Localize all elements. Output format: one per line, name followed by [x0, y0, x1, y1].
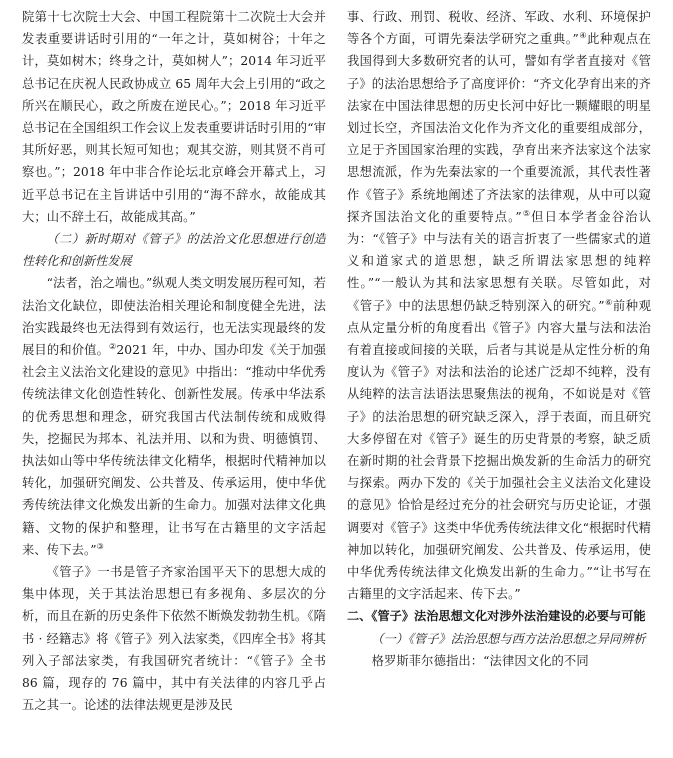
footnote-ref-6[interactable]: ⑥ — [604, 297, 613, 307]
left-column — [22, 6, 326, 758]
left-paragraph-2 — [22, 272, 326, 561]
right-paragraph-1 — [347, 6, 651, 605]
left-paragraph-3-text: 2021 年，中办、国办印发《关于加强社会主义法治文化建设的意见》中指出：“推动中华优秀传统法律文化创造性转化、创新性发展。传承中华法系的优秀思想和理念，研究我国古代法制传统和成败得失，挖掘民为邦本、礼法并用、以和为贵、明德慎罚、执法如山等中华传统法律文化精华，根据时代精神加以转化，加强研究阐发、公共普及、传承运用，使中华优秀传统法律文化焕发出新的生命力。加强对法律文化典籍、文物的保护和整理，让书写在古籍里的文字活起来、传下去。” — [22, 343, 326, 557]
footnote-ref-3[interactable]: ③ — [96, 541, 104, 551]
right-column — [347, 6, 651, 758]
left-paragraph-1: 院第十七次院士大会、中国工程院第十二次院士大会并发表重要讲话时引用的“一年之计，莫如树谷；十年之计，莫如树木；终身之计，莫如树人”；2014 年习近平总书记在庆祝人民政协成立 65 周年大会上引用的“政之所兴在顺民心，政之所废在逆民心。”；2018 年习近平总书记在全国组织工作会议上发表重要讲话时引用的“审其所好恶，则其长短可知也；观其交游，则其贤不肖可察也。”；2018 年中非合作论坛北京峰会开幕式上，习近平总书记在主旨讲话中引用的“海不辞水，故能成其大；山不辞土石，故能成其高。” — [22, 10, 326, 224]
footnote-ref-4[interactable]: ④ — [578, 31, 588, 41]
right-paragraph-2b-text: 但日本学者金谷治认为：“《管子》中与法有关的语言折衷了一些儒家式的道义和道家式的道思想，缺乏所谓法家思想的纯粹性。”“一般认为其和法家思想有关联。尽管如此，对《管子》中的法思想仍缺乏特别深入的研究。” — [347, 209, 651, 313]
left-paragraph-4: 《管子》一书是管子齐家治国平天下的思想大成的集中体现，关于其法治思想已有多视角、多层次的分析，而且在新的历史条件下依然不断焕发勃勃生机。《隋书 · 经籍志》将《管子》列入法家类，《四库全书》将其列入子部法家类，有我国研究者统计：“《管子》全书 86 篇，现存的 76 篇中，其中有关法律的内容几乎占五之其一。论述的法律法规更是涉及民 — [22, 565, 326, 713]
section-heading-2: 二、《管子》法治思想文化对涉外法治建设的必要与可能 — [347, 609, 646, 624]
right-paragraph-2a-text: 此种观点在我国得到大多数研究者的认可，譬如有学者直接对《管子》的法治思想给予了高度评价：“齐文化孕育出来的齐法家在中国法律思想的历史长河中好比一颗耀眼的明星划过长空，齐国法治文化作为齐文化的重要组成部分，立足于齐国国家治理的实践，孕育出来齐法家这个法家思想流派，作为先秦法家的一个重要流派，其代表性著作《管子》系统地阐述了齐法家的法律观，从中可以窥探齐国法治文化的重要特点。” — [347, 32, 651, 224]
right-paragraph-2c-text: 前种观点从定量分析的角度看出《管子》内容大量与法和法治有着直接或间接的关联，后者与其说是从定性分析的角度认为《管子》对法和法治的论述广泛却不纯粹，没有从纯粹的法言法语法思聚焦法的视角，不如说是对《管子》的法治思想的研究缺乏深入，浮于表面，而且研究大多停留在对《管子》诞生的历史背景的考察，缺乏质在新时期的社会背景下挖掘出焕发新的生命活力的研究与探索。两办下发的《关于加强社会主义法治文化建设的意见》恰恰是经过充分的社会研究与历史论证，才强调要对《管子》这类中华优秀传统法律文化“根据时代精神加以转化，加强研究阐发、公共普及、传承运用，使中华优秀传统法律文化焕发出新的生命力。”“让书写在古籍里的文字活起来、传下去。” — [347, 298, 651, 602]
right-paragraph-3: 格罗斯菲尔德指出：“法律因文化的不同 — [371, 653, 589, 668]
right-paragraph-1-text: 事、行政、刑罚、税收、经济、军政、水利、环境保护等各个方面，可谓先秦法学研究之重典。” — [347, 10, 651, 47]
subsection-heading-1: （一）《管子》法治思想与西方法治思想之异同辨析 — [371, 631, 646, 646]
footnote-ref-2[interactable]: ② — [109, 341, 117, 351]
footnote-ref-5[interactable]: ⑤ — [521, 208, 532, 218]
left-paragraph-2-text: “法者，治之端也。”纵观人类文明发展历程可知，若法治文化缺位，即使法治相关理论和制度健全先进，法治实践最终也无法得到有效运行，也无法实现最终的发展目的和价值。 — [22, 276, 326, 358]
subsection-heading-2: （二）新时期对《管子》的法治文化思想进行创造性转化和创新性发展 — [22, 232, 326, 269]
